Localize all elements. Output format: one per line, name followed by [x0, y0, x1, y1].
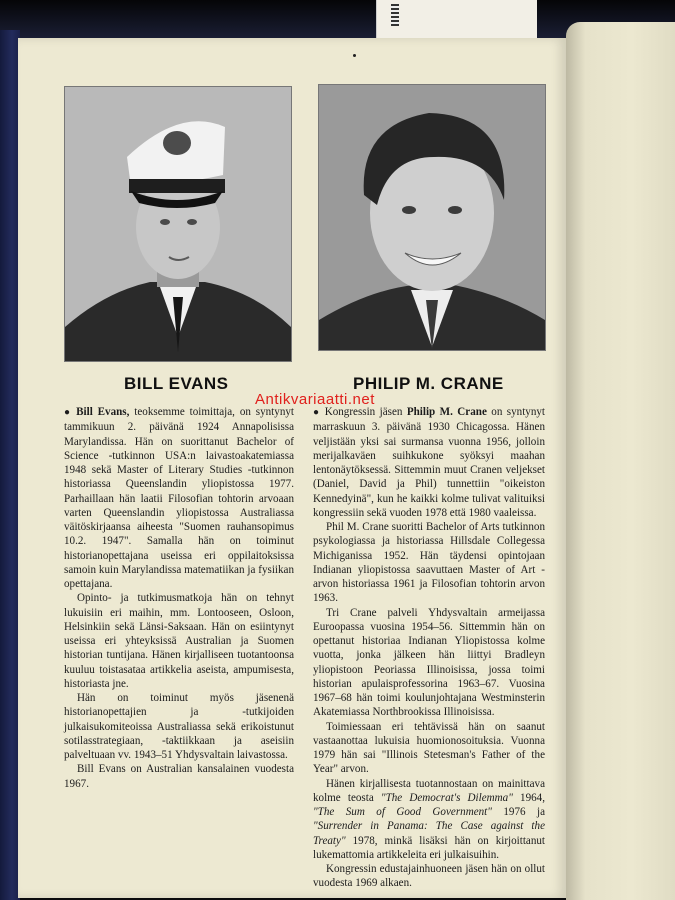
evans-paragraph: Bill Evans on Australian kansalainen vuodesta 1967. [64, 763, 294, 790]
bullet-icon: ● [64, 407, 73, 418]
evans-paragraph: Opinto- ja tutkimusmatkoja hän on tehnyt lukuisiin eri maihin, mm. Lontooseen, Osloon, Helsinkiin sekä Länsi-Saksaan. Hän on esiintynyt useissa eri yhteyksissä Australian ja Suomen historian tuntijana. Hänen kirjalliseen tuotantoonsa kuuluu toistasataa artikkelia aseista, ampumisesta, historiasta jne. [64, 592, 294, 690]
philip-crane-heading: PHILIP M. CRANE [353, 374, 504, 393]
bill-evans-biography [64, 405, 294, 791]
bill-evans-heading: BILL EVANS [124, 374, 229, 393]
crane-paragraph: ● Kongressin jäsen Philip M. Crane on syntynyt marraskuun 3. päivänä 1930 Chicagossa. Hänen veljistään yksi sai surmansa vuonna 1956, jolloin merijalkaväen suihkukone syöksyi maahan lentonäytöksessä. Sittemmin muut Cranen veljekset (Daniel, David ja Phil) tunnettiin "oikeiston Kennedyinä", kun he kaikki kolme tulivat valituiksi kongressiin sekä vuoden 1978 että 1980 vaaleissa. [313, 406, 546, 519]
paper-strip [376, 0, 537, 38]
crane-paragraph: Phil M. Crane suoritti Bachelor of Arts tutkinnon psykologiassa ja historiassa Hillsdale Collegessa Michiganissa 1952. Hän täydensi opintojaan Indianan yliopistossa saavuttaen Master of Art -arvon historiassa 1961 ja Filosofian tohtorin arvon 1963. [313, 521, 545, 605]
crane-paragraph: Tri Crane palveli Yhdysvaltain armeijassa Euroopassa vuosina 1954–56. Sittemmin hän on opettanut historiaa Indianan Yliopistossa kolme vuotta, jonka jälkeen hän liittyi Bradleyn yliopistoon Peoriassa Illinoisissa, jossa toimi historian apulaisprofessorina 1963–67. Vuosina 1967–68 hän toimi koulunjohtajana Westminsterin Akatemiassa Northbrookissa Illinoisissa. [313, 606, 545, 719]
crane-paragraph: Kongressin edustajainhuoneen jäsen hän on ollut vuodesta 1969 alkaen. [313, 863, 545, 890]
bullet-icon: ● [313, 407, 321, 418]
evans-paragraph: Hän on toiminut myös jäsenenä historianopettajien ja -tutkijoiden julkaisukomiteoissa Australiassa sekä erikoistunut sotilasstrategiaan, -taktiikkaan ja aseisiin palveltuaan vv. 1943–51 Yhdysvaltain laivastossa. [64, 692, 294, 761]
facing-page-edge [566, 22, 675, 900]
print-dot [353, 54, 356, 57]
strip-print-mark [391, 4, 399, 26]
crane-paragraph: Toimiessaan eri tehtävissä hän on saanut vastaanottaa lukuisia huomionosoituksia. Vuonna 1979 hän sai "Illinois Stetesman's Father of the Year" arvon. [313, 720, 545, 776]
philip-crane-portrait [318, 84, 546, 351]
bill-evans-portrait [64, 86, 292, 362]
philip-crane-biography [313, 405, 545, 891]
antikvariaatti-watermark: Antikvariaatti.net [255, 391, 375, 408]
evans-paragraph: ● Bill Evans, teoksemme toimittaja, on syntynyt tammikuun 2. päivänä 1924 Annapolisissa Marylandissa. Hän on suorittanut Bachelor of Science -tutkinnon USA:n laivastoakatemiassa 1948 sekä Master of Literary Studies -tutkinnon historiassa Queenslandin yliopistossa 1977. Parhaillaan hän laatii Filosofian tohtorin arvoaan varten Queenslandin yliopistossa Australiassa väitöskirjaansa aiheesta "Suomen rauhansopimus 10.2. 1947". Samalla hän on toiminut historianopettajana useissa eri oppilaitoksissa samoin kuin Marylandissa matematiikan ja fysiikan opettajana. [64, 406, 294, 590]
crane-paragraph: Hänen kirjallisesta tuotannostaan on mainittava kolme teosta "The Democrat's Dilemma" 1964, "The Sum of Good Government" 1976 ja "Surrender in Panama: The Case against the Treaty" 1978, minkä lisäksi hän on kirjoittanut lukemattomia artikkeleita eri julkaisuihin. [313, 777, 545, 861]
book-cover-edge [0, 30, 20, 900]
